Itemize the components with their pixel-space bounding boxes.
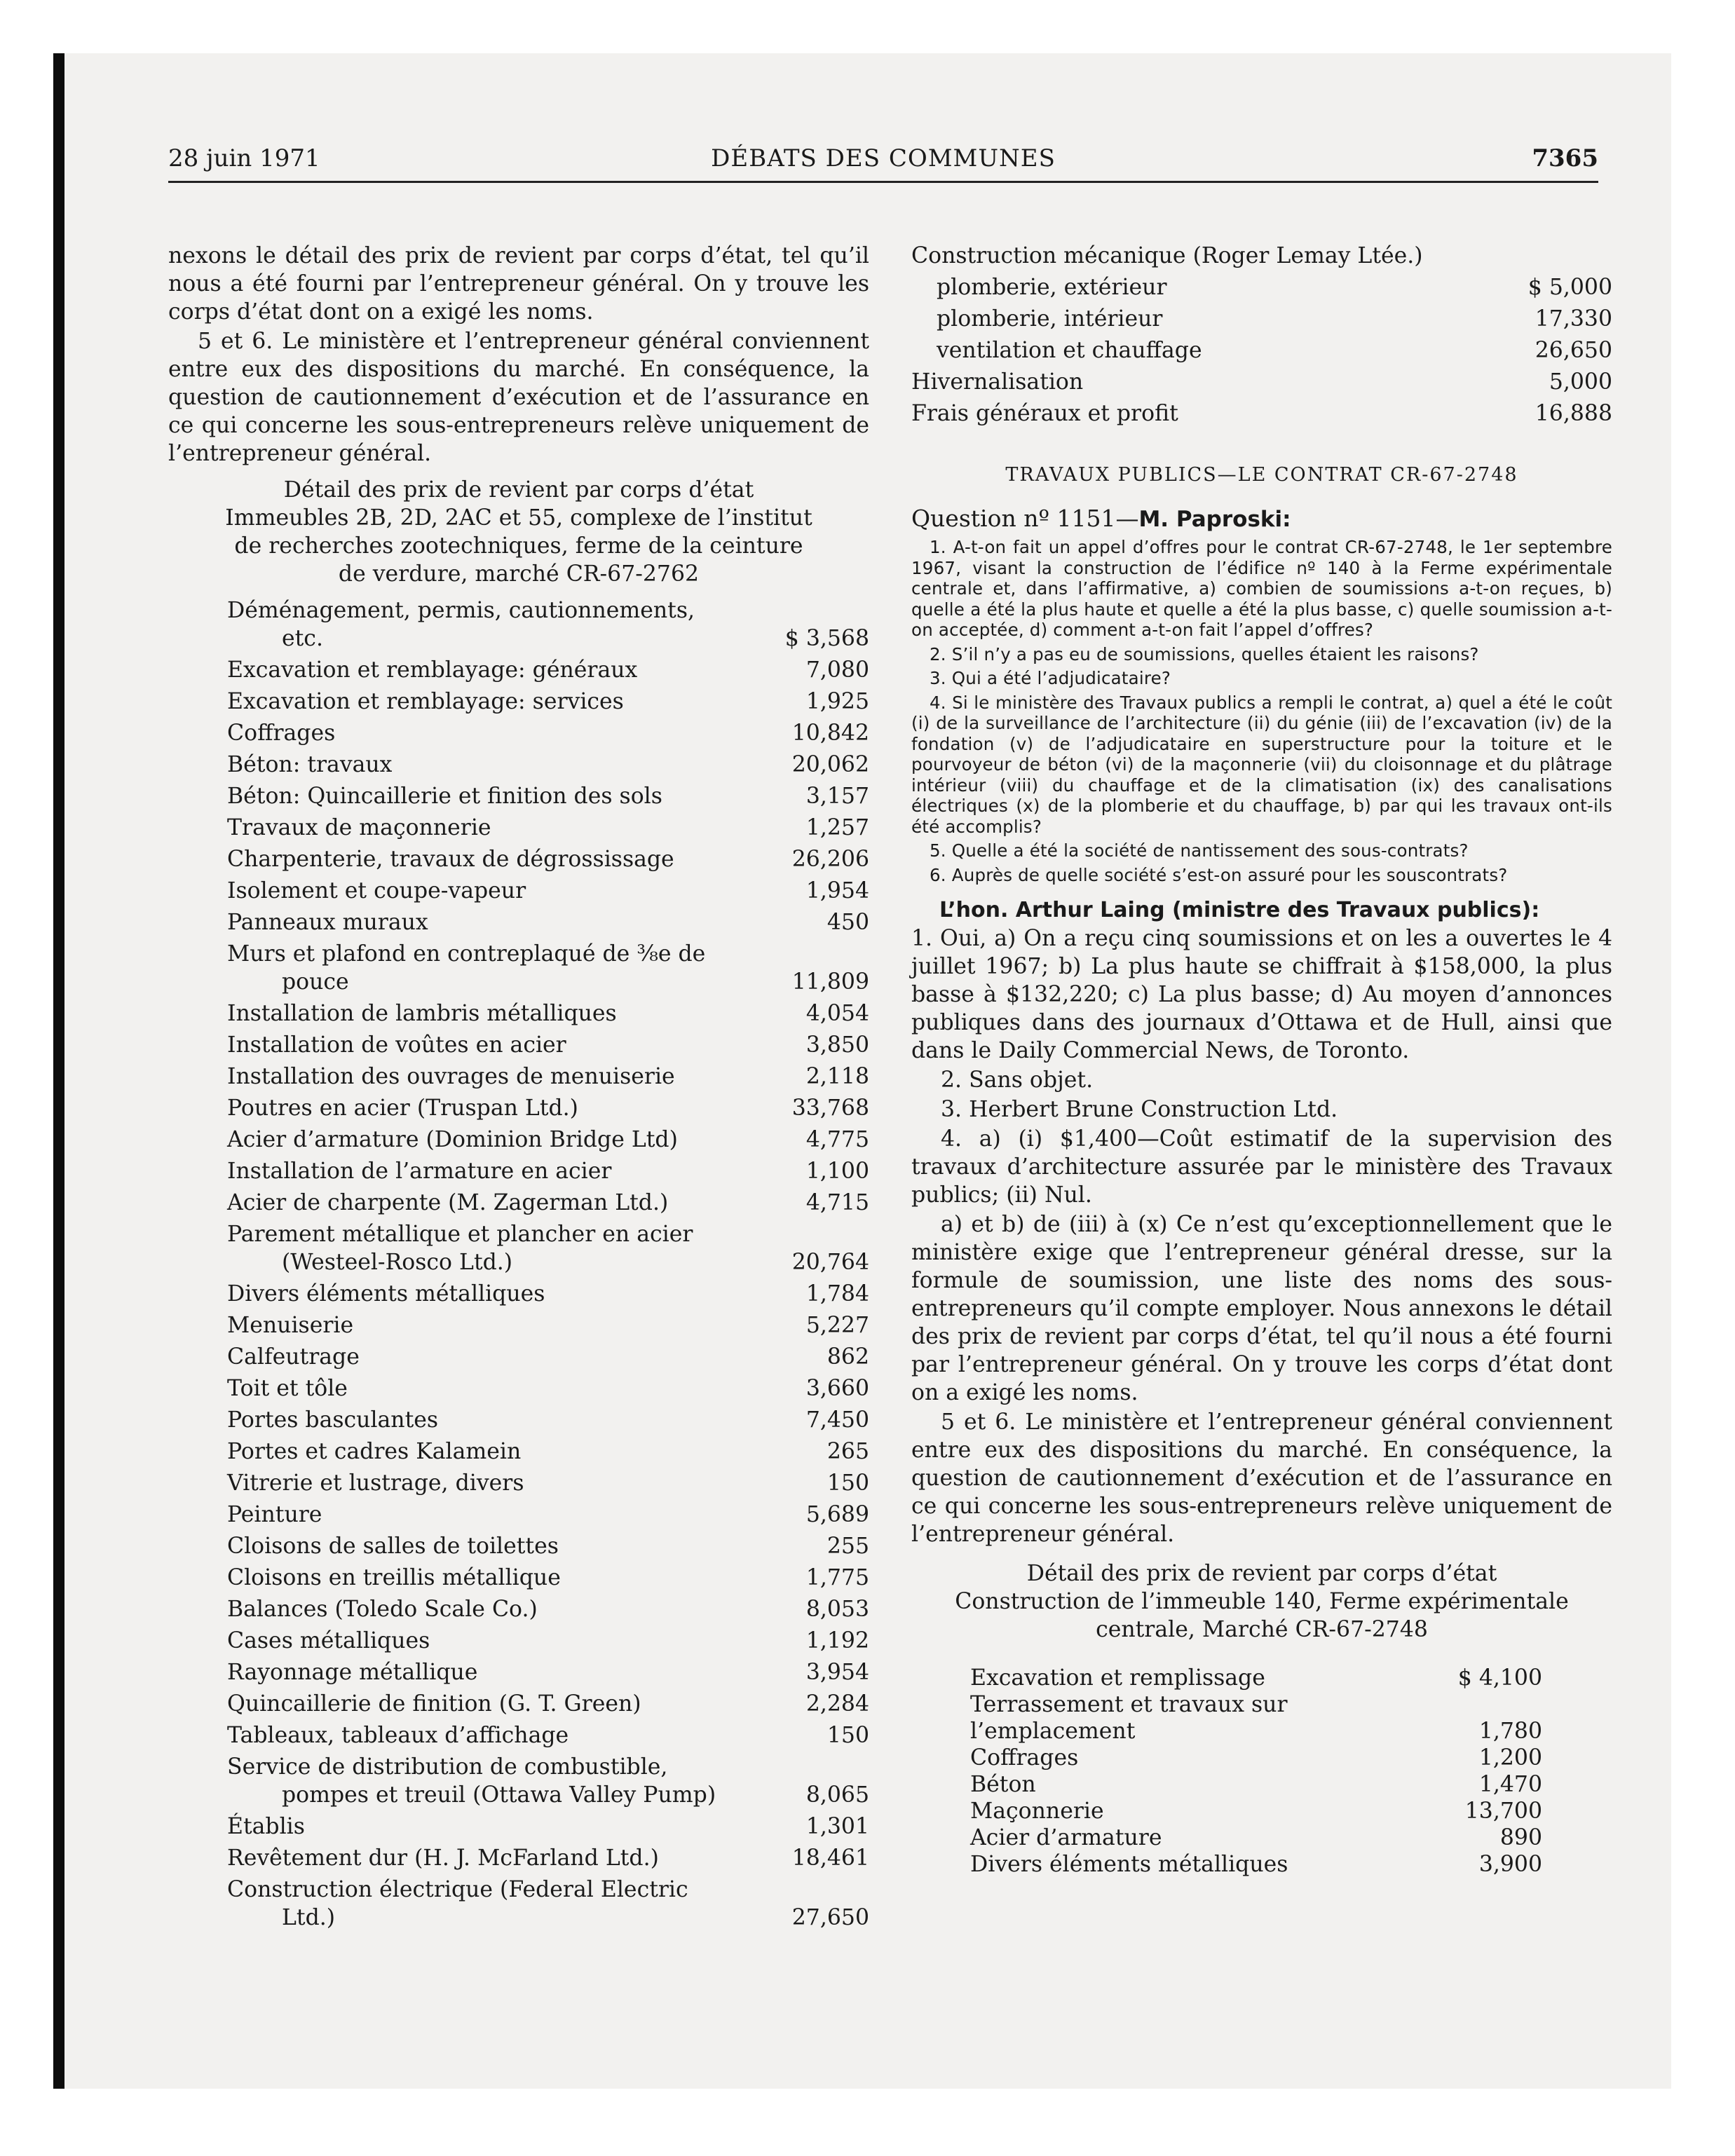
row-amount: 33,768 xyxy=(791,1096,869,1121)
row-amount: $ 3,568 xyxy=(784,626,869,651)
row-amount: $ 5,000 xyxy=(1528,275,1612,300)
cost-table xyxy=(168,596,869,1932)
row-label-line: Béton: Quincaillerie et finition des sols xyxy=(227,784,662,809)
row-amount: 16,888 xyxy=(1535,401,1612,426)
row-label-line: Installation des ouvrages de menuiserie xyxy=(227,1064,675,1089)
section-title: TRAVAUX PUBLICS—LE CONTRAT CR-67-2748 xyxy=(1005,464,1518,486)
row-label-line: Tableaux, tableaux d’affichage xyxy=(227,1723,569,1748)
table-row xyxy=(168,596,869,653)
row-amount: 2,284 xyxy=(805,1691,869,1717)
table-row xyxy=(168,1813,869,1841)
answer-paragraph: 1. Oui, a) On a reçu cinq soumissions et on les a ouvertes le 4 juillet 1967; b) La plus haute se chiffrait à $158,000, la plus basse à $132,220; c) La plus basse; d) Au moyen d’annonces publiques dans des journaux d’Ottawa et de Hull, ainsi que dans le Daily Commercial News, de Toronto. xyxy=(911,926,1612,1063)
question-item: 6. Auprès de quelle société s’est-on assuré pour les souscontrats? xyxy=(930,864,1508,885)
question-item: 5. Quelle a été la société de nantissement des sous-contrats? xyxy=(930,840,1469,861)
table-title-line: Immeubles 2B, 2D, 2AC et 55, complexe de l’institut xyxy=(225,505,812,531)
row-label xyxy=(227,1627,778,1655)
row-amount: 1,257 xyxy=(805,815,869,840)
row-amount: 3,850 xyxy=(805,1032,869,1058)
row-amount: 3,660 xyxy=(805,1376,869,1401)
row-label xyxy=(227,1063,778,1091)
table-row xyxy=(168,1595,869,1623)
table-row xyxy=(168,719,869,747)
row-amount: 3,157 xyxy=(805,784,869,809)
row-label xyxy=(227,596,778,653)
row-label-line: Installation de l’armature en acier xyxy=(227,1159,612,1184)
row-label: Acier d’armature xyxy=(970,1825,1162,1850)
row-label-line: Rayonnage métallique xyxy=(227,1660,478,1685)
row-label-line: Cases métalliques xyxy=(227,1628,430,1653)
question-label: Question nº 1151— xyxy=(911,505,1139,532)
row-label: Excavation et remplissage xyxy=(970,1665,1265,1691)
row-amount: 4,715 xyxy=(805,1190,869,1215)
row-label xyxy=(227,1374,778,1403)
table-row xyxy=(168,1627,869,1655)
row-label xyxy=(227,1343,778,1371)
row-amount: 255 xyxy=(826,1534,869,1559)
row-label: plomberie, extérieur xyxy=(937,275,1167,300)
table-row xyxy=(168,751,869,779)
row-label xyxy=(227,1031,778,1059)
row-label: Divers éléments métalliques xyxy=(970,1852,1288,1877)
table-row xyxy=(168,1220,869,1276)
table-title-line: de recherches zootechniques, ferme de la ceinture xyxy=(234,533,803,559)
row-amount: 450 xyxy=(826,910,869,935)
row-amount: 20,764 xyxy=(791,1250,869,1275)
row-label-line: Vitrerie et lustrage, divers xyxy=(227,1471,524,1496)
row-label xyxy=(227,1501,778,1529)
mechanical-table xyxy=(911,242,1612,428)
table-row xyxy=(168,999,869,1028)
row-label-line: Excavation et remblayage: généraux xyxy=(227,657,638,683)
row-amount: 18,461 xyxy=(791,1845,869,1871)
row-amount: 265 xyxy=(826,1439,869,1464)
row-label-line: Parement métallique et plancher en acier xyxy=(227,1222,693,1247)
table-row xyxy=(168,877,869,905)
row-label-line: Panneaux muraux xyxy=(227,910,428,935)
paragraph: 5 et 6. Le ministère et l’entrepreneur général conviennent entre eux des dispositions du marché. En conséquence, la question de cautionnement d’exécution et de l’assurance en ce qui concerne les sous-entrepreneurs relève uniquement de l’entrepreneur général. xyxy=(168,329,869,466)
row-label-line: Poutres en acier (Truspan Ltd.) xyxy=(227,1096,578,1121)
row-label: Hivernalisation xyxy=(911,369,1084,395)
row-label xyxy=(227,1438,778,1466)
row-label xyxy=(227,1280,778,1308)
row-label xyxy=(227,1126,778,1154)
row-label xyxy=(227,1094,778,1122)
table-row xyxy=(911,273,1612,301)
table-row xyxy=(168,1469,869,1497)
row-label-continuation: pompes et treuil (Ottawa Valley Pump) xyxy=(282,1782,716,1808)
row-label-line: Menuiserie xyxy=(227,1313,354,1338)
row-label-line: Cloisons en treillis métallique xyxy=(227,1565,561,1590)
table-row xyxy=(168,1438,869,1466)
question-heading xyxy=(911,504,1612,534)
row-label xyxy=(227,1532,778,1560)
row-amount: 8,065 xyxy=(805,1782,869,1808)
row-amount: 5,227 xyxy=(805,1313,869,1338)
table-row xyxy=(911,305,1612,333)
row-label: Maçonnerie xyxy=(970,1799,1104,1824)
row-amount: 1,925 xyxy=(805,689,869,714)
table-row xyxy=(168,1501,869,1529)
table-row xyxy=(168,1374,869,1403)
row-amount: 1,470 xyxy=(1478,1772,1542,1797)
row-label-line: Calfeutrage xyxy=(227,1344,360,1370)
row-label xyxy=(227,940,778,996)
row-amount: 1,100 xyxy=(805,1159,869,1184)
row-label xyxy=(227,908,778,936)
table-row xyxy=(168,1406,869,1434)
table-row xyxy=(168,1721,869,1749)
row-amount: 150 xyxy=(826,1723,869,1748)
row-amount: 1,301 xyxy=(805,1814,869,1839)
row-label xyxy=(227,1157,778,1185)
answer-paragraph: 4. a) (i) $1,400—Coût estimatif de la supervision des travaux d’architecture assurée par le ministère des Travaux publics; (ii) Nul. xyxy=(911,1126,1612,1208)
question-item: 3. Qui a été l’adjudicataire? xyxy=(930,668,1171,688)
row-amount: $ 4,100 xyxy=(1457,1665,1542,1691)
table-row xyxy=(168,1063,869,1091)
table-row xyxy=(168,1094,869,1122)
row-label-line: Divers éléments métalliques xyxy=(227,1281,545,1306)
table-row xyxy=(168,1658,869,1686)
table-row xyxy=(168,782,869,810)
row-amount: 7,080 xyxy=(805,657,869,683)
answer-paragraph: 2. Sans objet. xyxy=(941,1067,1094,1093)
question-item: 2. S’il n’y a pas eu de soumissions, quelles étaient les raisons? xyxy=(930,643,1479,664)
table-title-line: Détail des prix de revient par corps d’état xyxy=(283,477,754,503)
row-label: plomberie, intérieur xyxy=(937,306,1163,332)
row-label xyxy=(227,782,778,810)
row-label-line: Établis xyxy=(227,1814,305,1839)
table-row xyxy=(911,1665,1542,1691)
table-row xyxy=(911,368,1612,396)
row-amount: 890 xyxy=(1499,1825,1542,1850)
table-row xyxy=(911,1824,1542,1851)
row-label xyxy=(227,1844,778,1872)
row-amount: 4,054 xyxy=(805,1001,869,1026)
row-label-line: Installation de voûtes en acier xyxy=(227,1032,566,1058)
row-label: Béton xyxy=(970,1772,1036,1797)
row-label-line: Acier de charpente (M. Zagerman Ltd.) xyxy=(227,1190,669,1215)
table-row xyxy=(911,242,1612,270)
row-label-line: Coffrages xyxy=(227,721,336,746)
paragraph: nexons le détail des prix de revient par corps d’état, tel qu’il nous a été fourni par l’entrepreneur général. On y trouve les corps d’état dont on a exigé les noms. xyxy=(168,243,869,325)
row-label xyxy=(227,1658,778,1686)
question-item: 1. A-t-on fait un appel d’offres pour le contrat CR-67-2748, le 1er septembre 1967, visant la construction de l’édifice nº 140 à la Ferme expérimentale centrale et, dans l’affirmative, a) combien de soumissions a-t-on reçues, b) quelle a été la plus haute et quelle a été la plus basse, c) quelle soumission a-t-on acceptée, d) comment a-t-on fait l’appel d’offres? xyxy=(911,537,1612,640)
row-amount: 1,775 xyxy=(805,1565,869,1590)
header-title: DÉBATS DES COMMUNES xyxy=(711,144,1056,172)
table-row xyxy=(168,656,869,684)
question-item: 4. Si le ministère des Travaux publics a rempli le contrat, a) quel a été le coût (i) de la surveillance de l’architecture (ii) du génie (iii) de l’excavation (iv) de la fondation (v) de l’adjudicataire en superstructure pour la toiture et le pourvoyeur de béton (vi) de la maçonnerie (vii) du cloisonnage et du plâtrage intérieur (viii) du chauffage et de la climatisation (ix) des canalisations électriques (x) de la plomberie et du chauffage, b) par qui les travaux ont-ils été accomplis? xyxy=(911,692,1612,837)
row-label xyxy=(227,656,778,684)
page-number: 7365 xyxy=(1532,144,1598,172)
table-row xyxy=(168,688,869,716)
row-amount: 20,062 xyxy=(791,752,869,777)
table-title-line: centrale, Marché CR-67-2748 xyxy=(1096,1617,1428,1642)
row-label-line: Portes basculantes xyxy=(227,1407,439,1433)
row-label xyxy=(227,1189,778,1217)
row-label xyxy=(227,719,778,747)
table-row xyxy=(168,908,869,936)
row-amount: 5,689 xyxy=(805,1502,869,1527)
table-row xyxy=(168,1564,869,1592)
table-row xyxy=(911,1771,1542,1798)
table-row xyxy=(168,1532,869,1560)
row-label-line: Portes et cadres Kalamein xyxy=(227,1439,522,1464)
row-label xyxy=(227,1564,778,1592)
scan-edge xyxy=(53,53,64,2089)
table-title xyxy=(911,1560,1612,1644)
row-label-continuation: (Westeel-Rosco Ltd.) xyxy=(282,1250,513,1275)
row-amount: 27,650 xyxy=(791,1905,869,1930)
table-row xyxy=(911,1691,1542,1745)
answer-paragraph: 3. Herbert Brune Construction Ltd. xyxy=(941,1097,1338,1122)
table-row xyxy=(911,400,1612,428)
table-row xyxy=(911,1745,1542,1771)
row-amount: 26,650 xyxy=(1535,338,1612,363)
right-column xyxy=(911,242,1612,1878)
table-row xyxy=(911,1798,1542,1824)
row-label: Terrassement et travaux sur l’emplacement xyxy=(970,1692,1288,1744)
row-label-line: Construction électrique (Federal Electric xyxy=(227,1877,688,1902)
table-row xyxy=(168,1753,869,1809)
row-label-continuation: pouce xyxy=(282,969,349,995)
row-amount: 11,809 xyxy=(791,969,869,995)
table-row xyxy=(911,336,1612,364)
row-amount: 2,118 xyxy=(805,1064,869,1089)
table-row xyxy=(168,814,869,842)
row-label xyxy=(227,877,778,905)
row-label xyxy=(227,1753,778,1809)
row-amount: 10,842 xyxy=(791,721,869,746)
row-amount: 1,954 xyxy=(805,878,869,903)
table-row xyxy=(168,1157,869,1185)
row-label xyxy=(227,1721,778,1749)
row-amount: 1,192 xyxy=(805,1628,869,1653)
row-amount: 26,206 xyxy=(791,847,869,872)
row-amount: 1,784 xyxy=(805,1281,869,1306)
table-title-line: Détail des prix de revient par corps d’état xyxy=(1026,1561,1497,1586)
table-row xyxy=(168,1126,869,1154)
row-amount: 8,053 xyxy=(805,1597,869,1622)
table-row xyxy=(168,1031,869,1059)
row-label-line: Isolement et coupe-vapeur xyxy=(227,878,526,903)
row-amount: 3,900 xyxy=(1478,1852,1542,1877)
page-header xyxy=(168,140,1598,183)
answer-paragraph: a) et b) de (iii) à (x) Ce n’est qu’exceptionnellement que le ministère exige que l’entrepreneur général dresse, sur la formule de soumission, une liste des noms des sous-entrepreneurs qu’il compte employer. Nous annexons le détail des prix de revient par corps d’état, tel qu’il nous a été fourni par l’entrepreneur général. On y trouve les corps d’état dont on a exigé les noms. xyxy=(911,1212,1612,1405)
table-row xyxy=(168,845,869,873)
answer-heading: L’hon. Arthur Laing (ministre des Travaux publics): xyxy=(939,898,1540,922)
row-label: Construction mécanique (Roger Lemay Ltée.) xyxy=(911,243,1423,268)
table-row xyxy=(168,1311,869,1339)
row-label-line: Peinture xyxy=(227,1502,322,1527)
row-label-line: Excavation et remblayage: services xyxy=(227,689,624,714)
row-amount: 13,700 xyxy=(1464,1799,1542,1824)
row-label xyxy=(227,1406,778,1434)
cost-table xyxy=(911,1665,1612,1878)
row-amount: 7,450 xyxy=(805,1407,869,1433)
row-label-continuation: Ltd.) xyxy=(282,1905,336,1930)
row-label-line: Acier d’armature (Dominion Bridge Ltd) xyxy=(227,1127,678,1152)
row-label xyxy=(227,1469,778,1497)
table-row xyxy=(168,1280,869,1308)
table-title-line: de verdure, marché CR-67-2762 xyxy=(338,561,700,587)
answer-paragraph: 5 et 6. Le ministère et l’entrepreneur général conviennent entre eux des dispositions du marché. En conséquence, la question de cautionnement d’exécution et de l’assurance en ce qui concerne les sous-entrepreneurs relève uniquement de l’entrepreneur général. xyxy=(911,1410,1612,1547)
row-amount: 862 xyxy=(826,1344,869,1370)
row-label xyxy=(227,1876,778,1932)
row-label: Coffrages xyxy=(970,1745,1079,1770)
row-amount: 1,200 xyxy=(1478,1745,1542,1770)
row-label xyxy=(227,814,778,842)
row-label-line: Installation de lambris métalliques xyxy=(227,1001,617,1026)
left-column xyxy=(168,242,869,1935)
row-amount: 17,330 xyxy=(1535,306,1612,332)
row-label xyxy=(227,751,778,779)
question-author: M. Paproski: xyxy=(1138,507,1291,532)
row-label: Frais généraux et profit xyxy=(911,401,1178,426)
row-label-line: Cloisons de salles de toilettes xyxy=(227,1534,559,1559)
row-label-line: Balances (Toledo Scale Co.) xyxy=(227,1597,538,1622)
row-label-line: Déménagement, permis, cautionnements, xyxy=(227,598,695,623)
row-label xyxy=(227,999,778,1028)
table-row xyxy=(168,940,869,996)
row-label-line: Quincaillerie de finition (G. T. Green) xyxy=(227,1691,641,1717)
row-amount: 150 xyxy=(826,1471,869,1496)
table-row xyxy=(168,1189,869,1217)
row-label: ventilation et chauffage xyxy=(937,338,1202,363)
row-label-line: Charpenterie, travaux de dégrossissage xyxy=(227,847,674,872)
row-amount: 5,000 xyxy=(1549,369,1612,395)
row-label-line: Revêtement dur (H. J. McFarland Ltd.) xyxy=(227,1845,659,1871)
table-row xyxy=(168,1844,869,1872)
row-label xyxy=(227,1220,778,1276)
row-label xyxy=(227,1813,778,1841)
table-title xyxy=(168,476,869,588)
table-row xyxy=(168,1343,869,1371)
row-label xyxy=(227,1595,778,1623)
row-label xyxy=(227,845,778,873)
row-label xyxy=(227,1690,778,1718)
table-row xyxy=(168,1876,869,1932)
row-label xyxy=(227,1311,778,1339)
table-row xyxy=(168,1690,869,1718)
row-label-line: Service de distribution de combustible, xyxy=(227,1754,668,1780)
row-label-line: Toit et tôle xyxy=(227,1376,348,1401)
row-label-continuation: etc. xyxy=(282,626,323,651)
row-amount: 4,775 xyxy=(805,1127,869,1152)
row-amount: 1,780 xyxy=(1478,1719,1542,1744)
table-title-line: Construction de l’immeuble 140, Ferme expérimentale xyxy=(955,1589,1569,1614)
row-label-line: Béton: travaux xyxy=(227,752,393,777)
row-label-line: Murs et plafond en contreplaqué de ⅜e de xyxy=(227,941,706,967)
row-amount: 3,954 xyxy=(805,1660,869,1685)
header-date: 28 juin 1971 xyxy=(168,144,320,172)
row-label-line: Travaux de maçonnerie xyxy=(227,815,491,840)
row-label xyxy=(227,688,778,716)
table-row xyxy=(911,1851,1542,1878)
